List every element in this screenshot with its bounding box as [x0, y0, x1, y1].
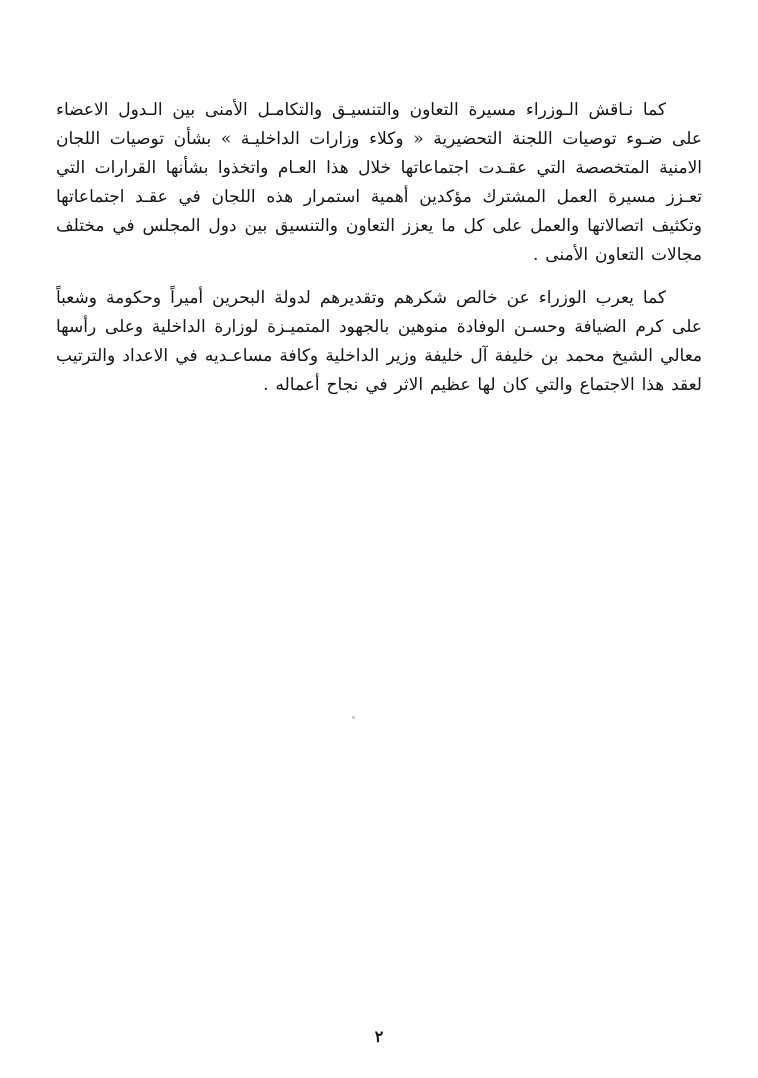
paragraph-2: كما يعرب الوزراء عن خالص شكرهم وتقديرهم لدولة البحرين أميراً وحكومة وشعباً على كرم الضيافة وحسـن الوفادة منوهين بالجهود المتميـزة لوزارة الداخلية وعلى رأسها معالي الشيخ محمد بن خليفة آل خليفة وزير الداخلية وكافة مساعـديه في الاعداد والترتيب لعقد هذا الاجتماع والتي كان لها عظيم الاثر في نجاح أعماله .: [56, 288, 702, 395]
document-body: [56, 96, 702, 400]
paragraph-1: كما نـاقش الـوزراء مسيرة التعاون والتنسيـق والتكامـل الأمنى بين الـدول الاعضاء على ضـوء توصيات اللجنة التحضيرية « وكلاء وزارات الداخليـة » بشأن توصيات اللجان الامنية المتخصصة التي عقـدت اجتماعاتها خلال هذا العـام واتخذوا بشأنها القرارات التي تعـزز مسيرة العمل المشترك مؤكدين أهمية استمرار هذه اللجان في عقـد اجتماعاتها وتكثيف اتصالاتها والعمل على كل ما يعزز التعاون والتنسيق بين دول المجلس في مختلف مجالات التعاون الأمنى .: [56, 100, 702, 265]
page-number: ٢: [374, 1027, 384, 1046]
scan-artifact-dot: [352, 716, 355, 719]
